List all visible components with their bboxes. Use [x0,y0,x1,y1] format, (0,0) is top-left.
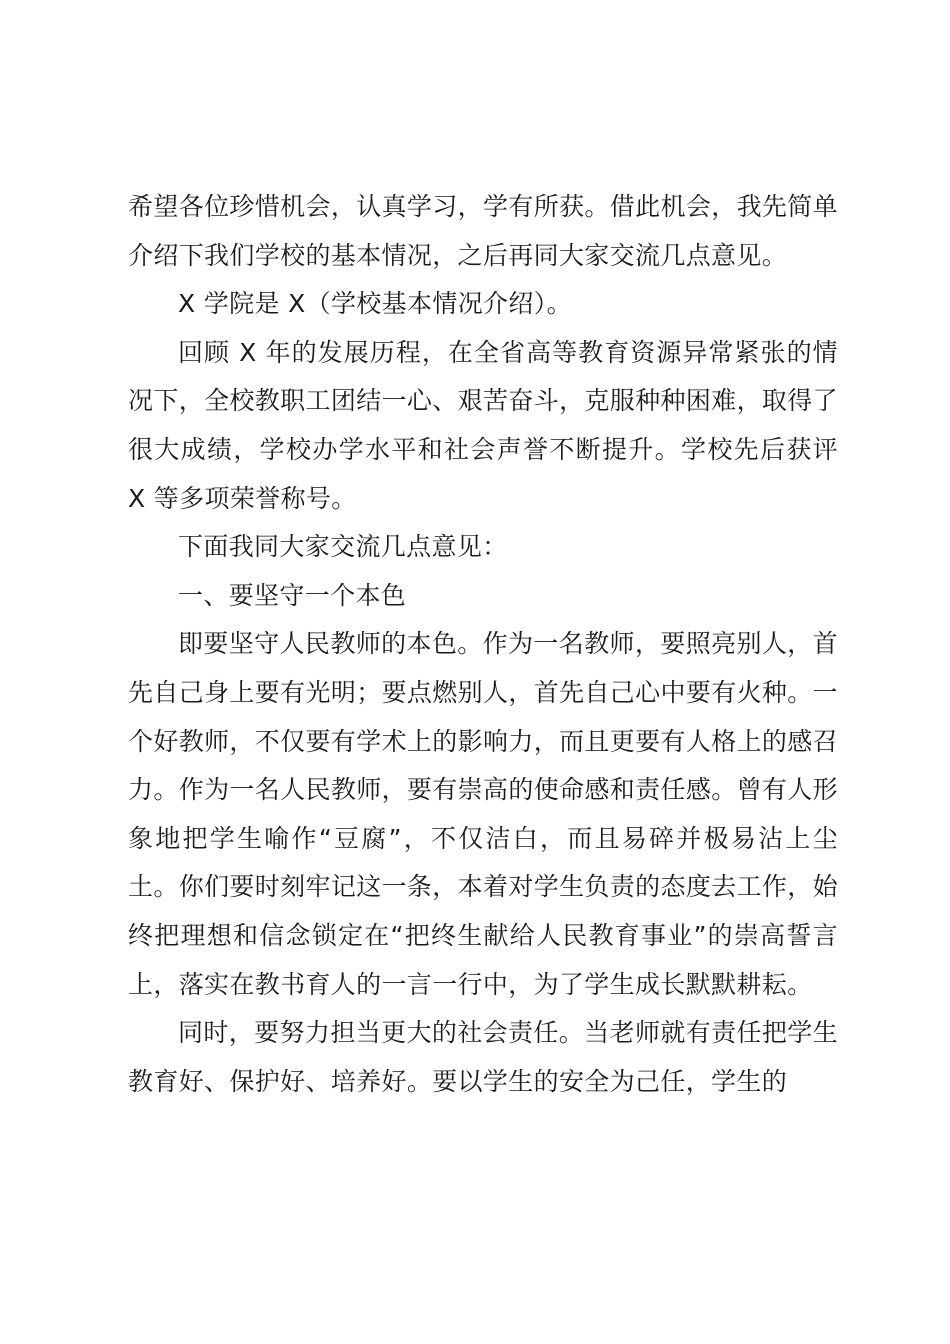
paragraph-intro-continued: 希望各位珍惜机会，认真学习，学有所获。借此机会，我先简单介绍下我们学校的基本情况，之后再同大家交流几点意见。 [128,192,838,270]
document-body [128,183,838,1106]
paragraph-teacher-character: 即要坚守人民教师的本色。作为一名教师，要照亮别人，首先自己身上要有光明；要点燃别人，首先自己心中要有火种。一个好教师，不仅要有学术上的影响力，而且更要有人格上的感召力。作为一名人民教师，要有崇高的使命感和责任感。曾有人形象地把学生喻作“豆腐”，不仅洁白，而且易碎并极易沾上尘土。你们要时刻牢记这一条，本着对学生负责的态度去工作，始终把理想和信念锁定在“把终生献给人民教育事业”的崇高誓言上，落实在教书育人的一言一行中，为了学生成长默默耕耘。 [128,629,838,999]
paragraph-school-intro: X 学院是 X（学校基本情况介绍）。 [178,289,572,319]
paragraph-opinions-lead: 下面我同大家交流几点意见： [178,532,508,562]
paragraph-history-review: 回顾 X 年的发展历程，在全省高等教育资源异常紧张的情况下，全校教职工团结一心、艰苦奋斗，克服种种困难，取得了很大成绩，学校办学水平和社会声誉不断提升。学校先后获评 X 等多项荣誉称号。 [128,337,838,513]
section-heading-one: 一、要坚守一个本色 [178,580,407,610]
paragraph-social-responsibility: 同时，要努力担当更大的社会责任。当老师就有责任把学生教育好、保护好、培养好。要以学生的安全为己任，学生的 [128,1018,838,1096]
